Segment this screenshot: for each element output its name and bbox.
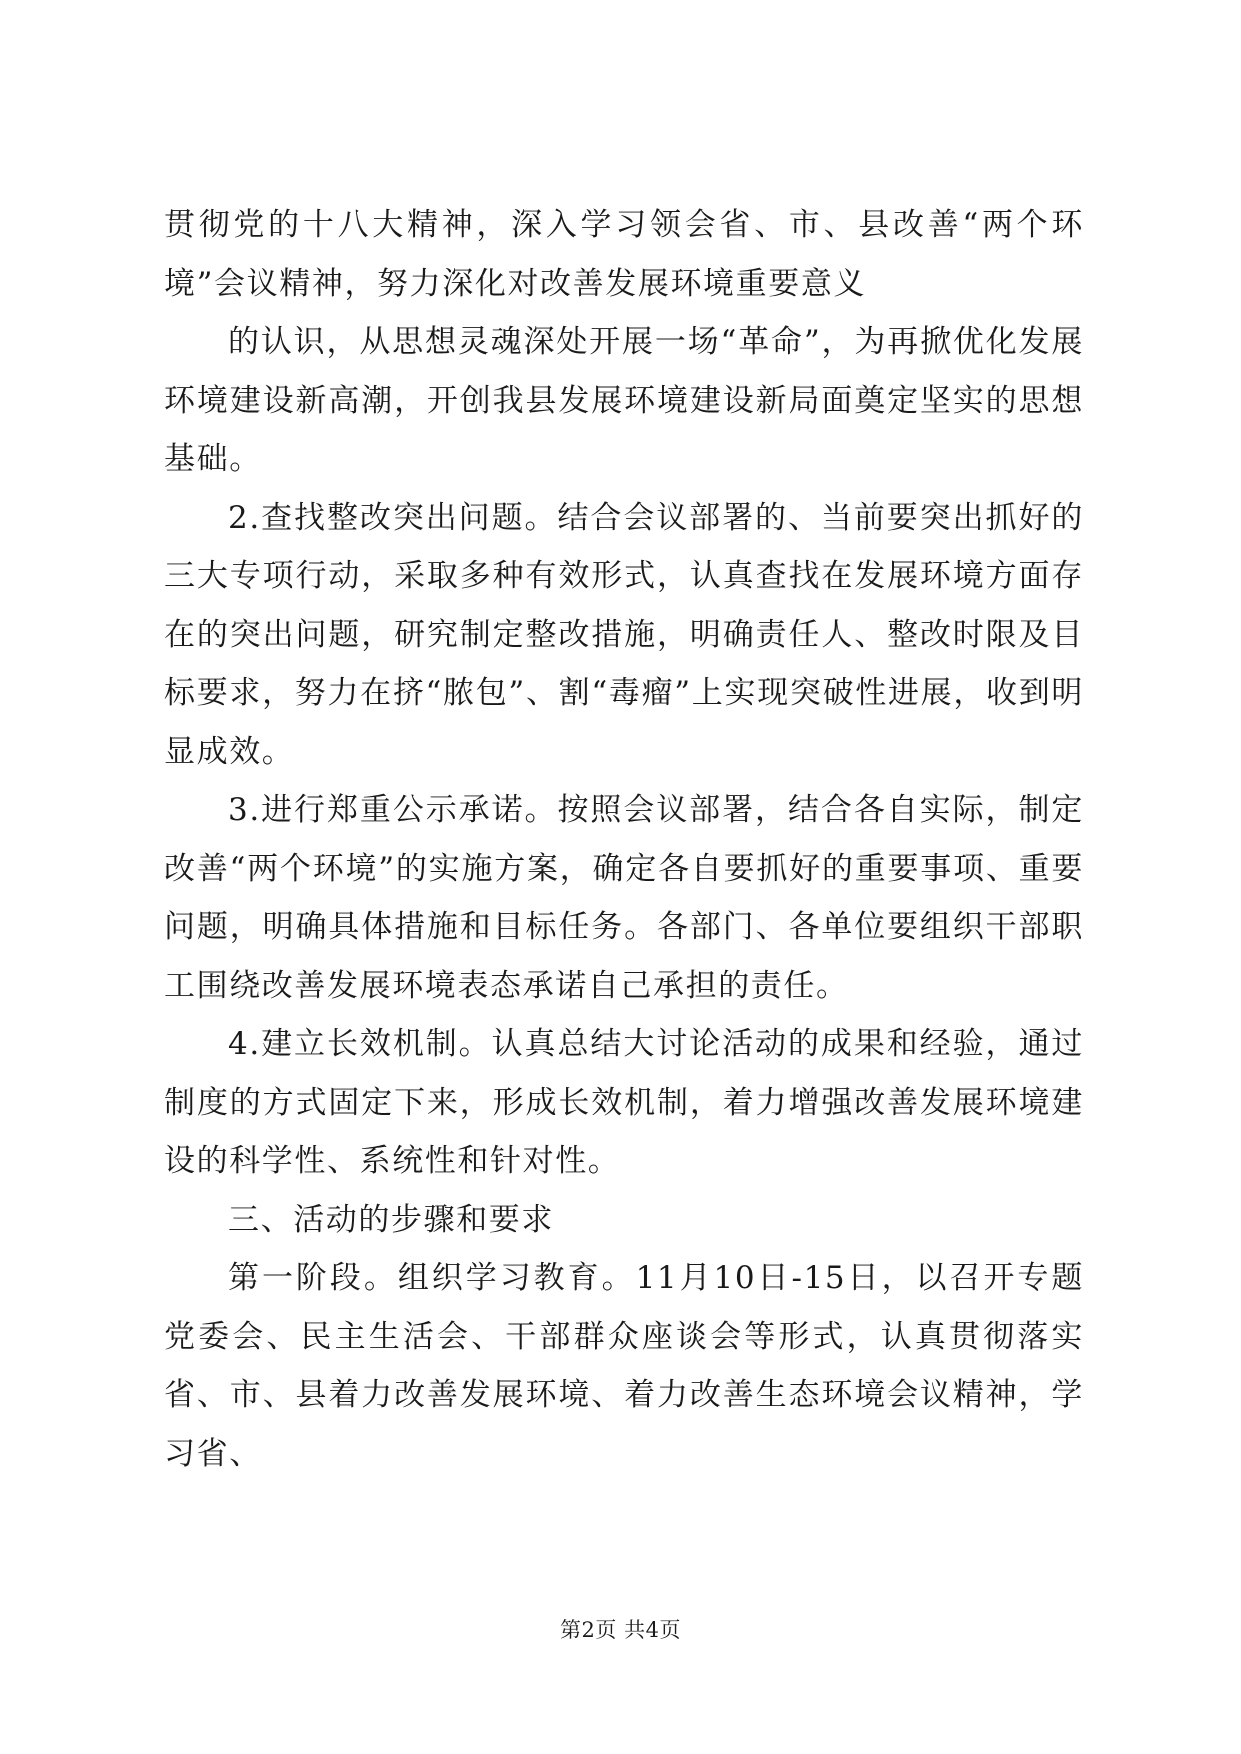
document-body xyxy=(164,196,1084,1483)
paragraph-2: 的认识，从思想灵魂深处开展一场“革命”，为再掀优化发展环境建设新高潮，开创我县发展环境建设新局面奠定坚实的思想基础。 xyxy=(164,324,1084,477)
section-heading: 三、活动的步骤和要求 xyxy=(228,1201,554,1238)
paragraph-1: 贯彻党的十八大精神，深入学习领会省、市、县改善“两个环境”会议精神，努力深化对改善发展环境重要意义 xyxy=(164,207,1084,302)
page-number-footer: 第2页 共4页 xyxy=(560,1618,681,1642)
paragraph-3: 2.查找整改突出问题。结合会议部署的、当前要突出抓好的三大专项行动，采取多种有效形式，认真查找在发展环境方面存在的突出问题，研究制定整改措施，明确责任人、整改时限及目标要求，努力在挤“脓包”、割“毒瘤”上实现突破性进展，收到明显成效。 xyxy=(164,499,1084,770)
paragraph-7: 第一阶段。组织学习教育。11月10日-15日，以召开专题党委会、民主生活会、干部群众座谈会等形式，认真贯彻落实省、市、县着力改善发展环境、着力改善生态环境会议精神，学习省、 xyxy=(164,1260,1084,1472)
paragraph-4: 3.进行郑重公示承诺。按照会议部署，结合各自实际，制定改善“两个环境”的实施方案，确定各自要抓好的重要事项、重要问题，明确具体措施和目标任务。各部门、各单位要组织干部职工围绕改善发展环境表态承诺自己承担的责任。 xyxy=(164,792,1084,1004)
paragraph-5: 4.建立长效机制。认真总结大讨论活动的成果和经验，通过制度的方式固定下来，形成长效机制，着力增强改善发展环境建设的科学性、系统性和针对性。 xyxy=(164,1026,1084,1179)
